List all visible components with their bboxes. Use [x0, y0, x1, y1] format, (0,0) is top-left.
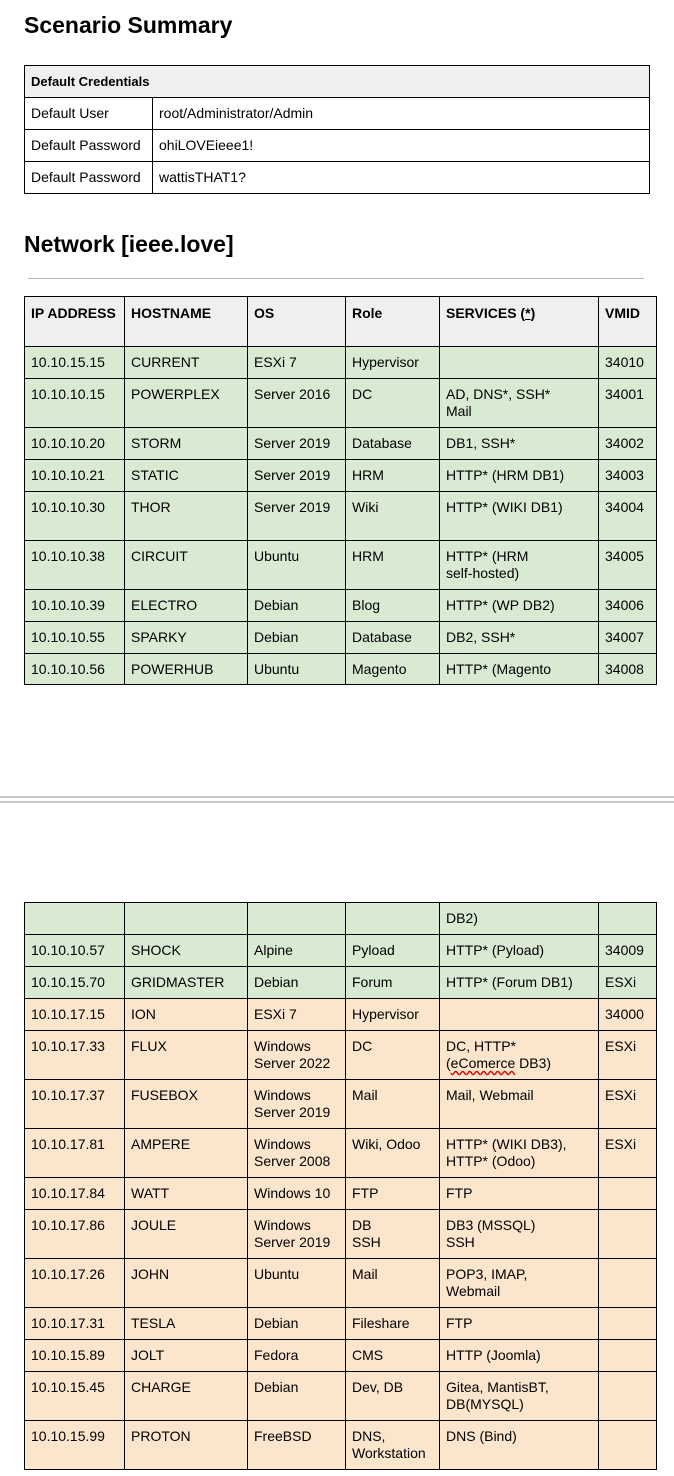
table-row — [25, 347, 657, 379]
cell-role: Database — [346, 622, 440, 654]
cell-vmid: 34002 — [599, 428, 657, 460]
cell-os: Debian — [248, 1308, 346, 1340]
cell-ip: 10.10.10.20 — [25, 428, 125, 460]
cell-hostname: WATT — [125, 1178, 248, 1210]
cell-role: Wiki — [346, 492, 440, 541]
cell-vmid — [599, 1178, 657, 1210]
cell-role: DNS, Workstation — [346, 1421, 440, 1470]
cell-vmid: 34010 — [599, 347, 657, 379]
page-title: Scenario Summary — [24, 12, 233, 38]
network-header-row — [25, 297, 657, 347]
table-row — [25, 492, 657, 541]
cell-vmid — [599, 1372, 657, 1421]
cell-ip: 10.10.17.86 — [25, 1210, 125, 1259]
cell-ip: 10.10.15.99 — [25, 1421, 125, 1470]
table-row — [25, 1340, 657, 1372]
credential-value: ohiLOVEieee1! — [153, 130, 650, 162]
col-header-ip: IP ADDRESS — [25, 297, 125, 347]
cell-vmid: 34006 — [599, 590, 657, 622]
cell-role: Database — [346, 428, 440, 460]
cell-hostname: SPARKY — [125, 622, 248, 654]
cell-ip: 10.10.17.31 — [25, 1308, 125, 1340]
cell-ip: 10.10.15.45 — [25, 1372, 125, 1421]
cell-role: Fileshare — [346, 1308, 440, 1340]
cell-services: HTTP* (HRM DB1) — [440, 460, 599, 492]
cell-ip: 10.10.15.70 — [25, 967, 125, 999]
horizontal-rule — [28, 278, 644, 279]
cell-services: DC, HTTP* (eComerce DB3) — [440, 1031, 599, 1080]
cell-vmid — [599, 1259, 657, 1308]
cell-services: HTTP* (WIKI DB1) — [440, 492, 599, 541]
cell-services: HTTP (Joomla) — [440, 1340, 599, 1372]
cell-services — [440, 999, 599, 1031]
cell-role: Magento — [346, 654, 440, 685]
table-row — [25, 967, 657, 999]
cell-os: Server 2019 — [248, 460, 346, 492]
cell-hostname: SHOCK — [125, 935, 248, 967]
cell-vmid: 34000 — [599, 999, 657, 1031]
col-header-services — [440, 297, 599, 347]
cell-vmid: ESXi — [599, 1031, 657, 1080]
cell-os: Debian — [248, 1372, 346, 1421]
network-rows-page-1 — [25, 347, 657, 685]
cell-os: ESXi 7 — [248, 999, 346, 1031]
cell-hostname: FUSEBOX — [125, 1080, 248, 1129]
cell-services: DB2, SSH* — [440, 622, 599, 654]
table-row — [25, 1031, 657, 1080]
cell-hostname: TESLA — [125, 1308, 248, 1340]
table-row — [25, 1308, 657, 1340]
cell-ip: 10.10.17.81 — [25, 1129, 125, 1178]
credential-label: Default User — [25, 98, 153, 130]
table-row — [25, 654, 657, 685]
network-rows-page-2 — [25, 903, 657, 1470]
cell-ip: 10.10.10.30 — [25, 492, 125, 541]
services-header-text: SERVICES ( — [446, 305, 526, 321]
table-row — [25, 999, 657, 1031]
credential-label: Default Password — [25, 162, 153, 194]
cell-os: Ubuntu — [248, 541, 346, 590]
services-header-close: ) — [530, 305, 536, 321]
cell-ip: 10.10.15.15 — [25, 347, 125, 379]
cell-hostname: JOLT — [125, 1340, 248, 1372]
cell-role: Dev, DB — [346, 1372, 440, 1421]
cell-hostname: POWERPLEX — [125, 379, 248, 428]
credential-value: wattisTHAT1? — [153, 162, 650, 194]
cell-role: DC — [346, 379, 440, 428]
cell-role: Hypervisor — [346, 347, 440, 379]
cell-os: Debian — [248, 967, 346, 999]
cell-hostname: STORM — [125, 428, 248, 460]
cell-vmid: 34003 — [599, 460, 657, 492]
cell-ip: 10.10.10.21 — [25, 460, 125, 492]
cell-vmid: ESXi — [599, 967, 657, 999]
cell-services: FTP — [440, 1308, 599, 1340]
cell-services: DNS (Bind) — [440, 1421, 599, 1470]
cell-services: HTTP* (WP DB2) — [440, 590, 599, 622]
table-row — [25, 379, 657, 428]
cell-role: Mail — [346, 1259, 440, 1308]
cell-os: Windows Server 2022 — [248, 1031, 346, 1080]
cell-ip — [25, 903, 125, 935]
credentials-header-row — [25, 66, 650, 98]
cell-vmid: 34008 — [599, 654, 657, 685]
network-title: Network [ieee.love] — [24, 231, 234, 257]
cell-os: Windows Server 2019 — [248, 1080, 346, 1129]
col-header-hostname: HOSTNAME — [125, 297, 248, 347]
cell-hostname: JOHN — [125, 1259, 248, 1308]
cell-hostname: AMPERE — [125, 1129, 248, 1178]
table-row — [25, 1372, 657, 1421]
network-table-continued — [24, 902, 657, 1470]
table-row — [25, 1259, 657, 1308]
cell-services: HTTP* (Forum DB1) — [440, 967, 599, 999]
table-row — [25, 1129, 657, 1178]
cell-os: Ubuntu — [248, 1259, 346, 1308]
cell-services: AD, DNS*, SSH* Mail — [440, 379, 599, 428]
table-row — [25, 541, 657, 590]
cell-vmid — [599, 1308, 657, 1340]
cell-services: DB2) — [440, 903, 599, 935]
cell-os: Alpine — [248, 935, 346, 967]
cell-vmid — [599, 1340, 657, 1372]
cell-services: Mail, Webmail — [440, 1080, 599, 1129]
cell-hostname: ION — [125, 999, 248, 1031]
cell-hostname: PROTON — [125, 1421, 248, 1470]
table-row — [25, 1421, 657, 1470]
col-header-vmid: VMID — [599, 297, 657, 347]
cell-vmid: ESXi — [599, 1129, 657, 1178]
cell-role: Mail — [346, 1080, 440, 1129]
cell-ip: 10.10.17.15 — [25, 999, 125, 1031]
cell-hostname: CURRENT — [125, 347, 248, 379]
cell-role — [346, 903, 440, 935]
credential-row — [25, 98, 650, 130]
cell-role: DB SSH — [346, 1210, 440, 1259]
cell-role: Pyload — [346, 935, 440, 967]
credential-row — [25, 130, 650, 162]
cell-os: FreeBSD — [248, 1421, 346, 1470]
cell-os: Windows Server 2008 — [248, 1129, 346, 1178]
cell-hostname: FLUX — [125, 1031, 248, 1080]
cell-os: Server 2016 — [248, 379, 346, 428]
credential-label: Default Password — [25, 130, 153, 162]
cell-vmid: 34005 — [599, 541, 657, 590]
cell-os: ESXi 7 — [248, 347, 346, 379]
cell-services: HTTP* (Magento — [440, 654, 599, 685]
cell-role: CMS — [346, 1340, 440, 1372]
cell-hostname: CHARGE — [125, 1372, 248, 1421]
cell-ip: 10.10.17.84 — [25, 1178, 125, 1210]
table-row — [25, 935, 657, 967]
cell-vmid — [599, 1210, 657, 1259]
cell-ip: 10.10.10.57 — [25, 935, 125, 967]
cell-role: Hypervisor — [346, 999, 440, 1031]
table-row — [25, 622, 657, 654]
cell-ip: 10.10.17.26 — [25, 1259, 125, 1308]
cell-os: Ubuntu — [248, 654, 346, 685]
table-row — [25, 1178, 657, 1210]
cell-services — [440, 347, 599, 379]
cell-ip: 10.10.10.55 — [25, 622, 125, 654]
services-footnote-link[interactable]: * — [525, 305, 531, 321]
table-row — [25, 590, 657, 622]
cell-role: Forum — [346, 967, 440, 999]
cell-vmid: 34004 — [599, 492, 657, 541]
cell-hostname: CIRCUIT — [125, 541, 248, 590]
cell-services: HTTP* (HRM self-hosted) — [440, 541, 599, 590]
cell-os: Server 2019 — [248, 492, 346, 541]
cell-ip: 10.10.17.37 — [25, 1080, 125, 1129]
cell-ip: 10.10.10.38 — [25, 541, 125, 590]
cell-os: Debian — [248, 622, 346, 654]
cell-role: Blog — [346, 590, 440, 622]
cell-services: DB1, SSH* — [440, 428, 599, 460]
network-table — [24, 296, 657, 685]
cell-os: Server 2019 — [248, 428, 346, 460]
cell-vmid — [599, 903, 657, 935]
table-row — [25, 1210, 657, 1259]
cell-services: FTP — [440, 1178, 599, 1210]
cell-role: HRM — [346, 460, 440, 492]
cell-hostname — [125, 903, 248, 935]
cell-os — [248, 903, 346, 935]
cell-services: POP3, IMAP, Webmail — [440, 1259, 599, 1308]
cell-services: DB3 (MSSQL) SSH — [440, 1210, 599, 1259]
table-row — [25, 1080, 657, 1129]
cell-services: HTTP* (WIKI DB3), HTTP* (Odoo) — [440, 1129, 599, 1178]
cell-hostname: STATIC — [125, 460, 248, 492]
cell-ip: 10.10.17.33 — [25, 1031, 125, 1080]
table-row — [25, 903, 657, 935]
cell-ip: 10.10.10.15 — [25, 379, 125, 428]
cell-hostname: POWERHUB — [125, 654, 248, 685]
cell-os: Debian — [248, 590, 346, 622]
cell-services: HTTP* (Pyload) — [440, 935, 599, 967]
credentials-table — [24, 65, 650, 194]
cell-ip: 10.10.10.39 — [25, 590, 125, 622]
table-row — [25, 428, 657, 460]
cell-os: Windows Server 2019 — [248, 1210, 346, 1259]
cell-role: Wiki, Odoo — [346, 1129, 440, 1178]
cell-ip: 10.10.10.56 — [25, 654, 125, 685]
cell-hostname: ELECTRO — [125, 590, 248, 622]
table-row — [25, 460, 657, 492]
credentials-header: Default Credentials — [25, 66, 650, 98]
cell-role: FTP — [346, 1178, 440, 1210]
cell-vmid: ESXi — [599, 1080, 657, 1129]
cell-role: DC — [346, 1031, 440, 1080]
spellcheck-underline: eComerce — [450, 1055, 516, 1071]
cell-os: Fedora — [248, 1340, 346, 1372]
cell-hostname: THOR — [125, 492, 248, 541]
credential-row — [25, 162, 650, 194]
cell-vmid: 34009 — [599, 935, 657, 967]
col-header-os: OS — [248, 297, 346, 347]
cell-ip: 10.10.15.89 — [25, 1340, 125, 1372]
cell-hostname: JOULE — [125, 1210, 248, 1259]
page-break — [0, 796, 674, 803]
cell-services: Gitea, MantisBT, DB(MYSQL) — [440, 1372, 599, 1421]
cell-vmid — [599, 1421, 657, 1470]
cell-os: Windows 10 — [248, 1178, 346, 1210]
credential-value: root/Administrator/Admin — [153, 98, 650, 130]
cell-vmid: 34007 — [599, 622, 657, 654]
cell-role: HRM — [346, 541, 440, 590]
cell-hostname: GRIDMASTER — [125, 967, 248, 999]
col-header-role: Role — [346, 297, 440, 347]
cell-vmid: 34001 — [599, 379, 657, 428]
